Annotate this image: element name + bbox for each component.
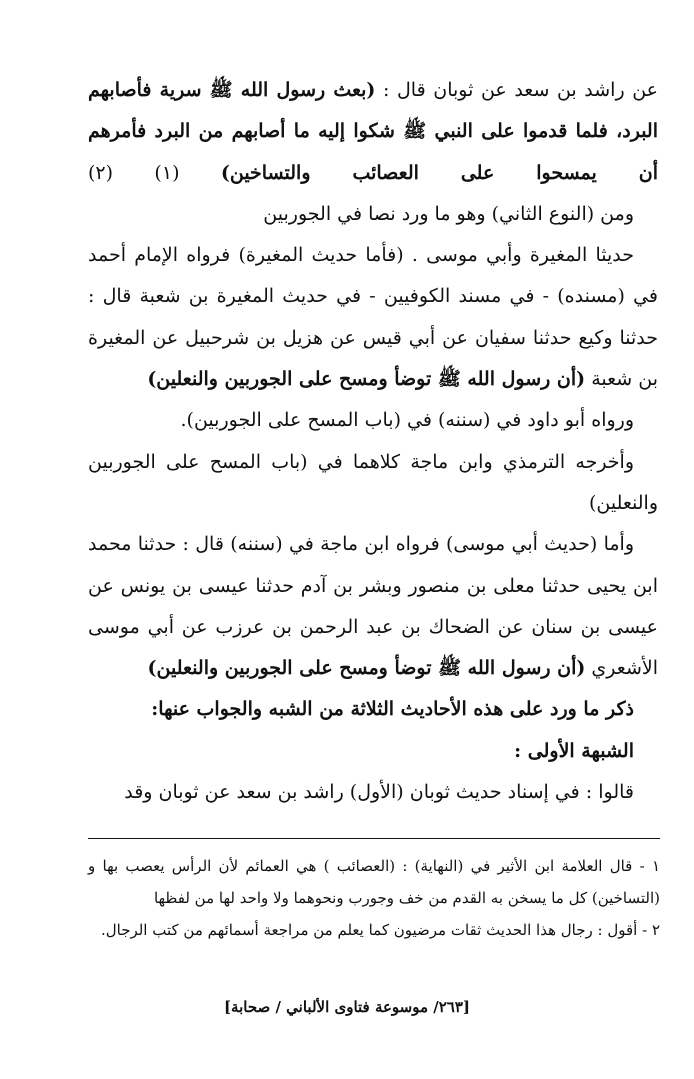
footnote-2: ٢ - أقول : رجال هذا الحديث ثقات مرضيون كما يعلم من مراجعة أسمائهم من كتب الرجال. [100, 921, 660, 939]
footnote-1: ١ - قال العلامة ابن الأثير في (النهاية) : (العصائب ) هي العمائم لأن الرأس يعصب بها و (التساخين) كل ما يسخن به القدم من خف وجورب ونحوهما ولا واحد لها من لفظها [88, 857, 660, 907]
paragraph-tirmidhi: وأخرجه الترمذي وابن ماجة كلاهما في (باب المسح على الجوربين والنعلين) [88, 450, 658, 514]
paragraph-text: عن راشد بن سعد عن ثوبان قال : [375, 79, 659, 101]
hadith-quote: (بعث رسول الله ﷺ سرية فأصابهم البرد، فلما قدموا على النبي ﷺ شكوا إليه ما أصابهم من البرد فأمرهم أن يمسحوا على العصائب والتساخين) [88, 79, 659, 184]
footnote-refs: (١) (٢) [88, 161, 221, 184]
paragraph-first-objection: قالوا : في إسناد حديث ثوبان (الأول) راشد بن سعد عن ثوبان وقد [124, 781, 634, 804]
paragraph-text: وأما (حديث أبي موسى) فرواه ابن ماجة في (سننه) قال : حدثنا محمد ابن يحيى حدثنا معلى بن منصور وبشر بن آدم حدثنا عيسى بن يونس عن عيسى بن سنان عن الضحاك بن عبد الرحمن بن عرزب عن أبي موسى الأشعري [88, 533, 658, 680]
paragraph-second-type: ومن (النوع الثاني) وهو ما ورد نصا في الجوربين [263, 202, 634, 225]
hadith-quote: (أن رسول الله ﷺ توضأ ومسح على الجوربين والنعلين) [147, 657, 586, 680]
section-heading [88, 689, 658, 730]
subsection-heading-text: الشبهة الأولى : [514, 739, 634, 762]
paragraph-thawban-hadith [88, 70, 658, 194]
paragraph-text: حديثا المغيرة وأبي موسى . (فأما حديث المغيرة) فرواه الإمام أحمد في (مسنده) - في مسند الكوفيين - في حديث المغيرة بن شعبة قال : حدثنا وكيع حدثنا سفيان عن أبي قيس عن هزيل بن شرحبيل عن المغيرة بن شعبة [88, 244, 658, 391]
footnotes [88, 850, 660, 946]
page-footer: [٢٦٣/ موسوعة فتاوى الألباني / صحابة] [223, 998, 471, 1016]
paragraph-abu-musa-hadith [88, 524, 658, 689]
paragraph-abu-dawud: ورواه أبو داود في (سننه) في (باب المسح على الجوربين). [180, 409, 634, 432]
hadith-quote: (أن رسول الله ﷺ توضأ ومسح على الجوربين والنعلين) [147, 368, 586, 391]
subsection-heading [88, 731, 658, 772]
footnote-divider [88, 838, 660, 839]
section-heading-text: ذكر ما ورد على هذه الأحاديث الثلاثة من الشبه والجواب عنها: [151, 698, 634, 721]
body-text [88, 70, 658, 813]
paragraph-mughira-hadith [88, 235, 658, 400]
